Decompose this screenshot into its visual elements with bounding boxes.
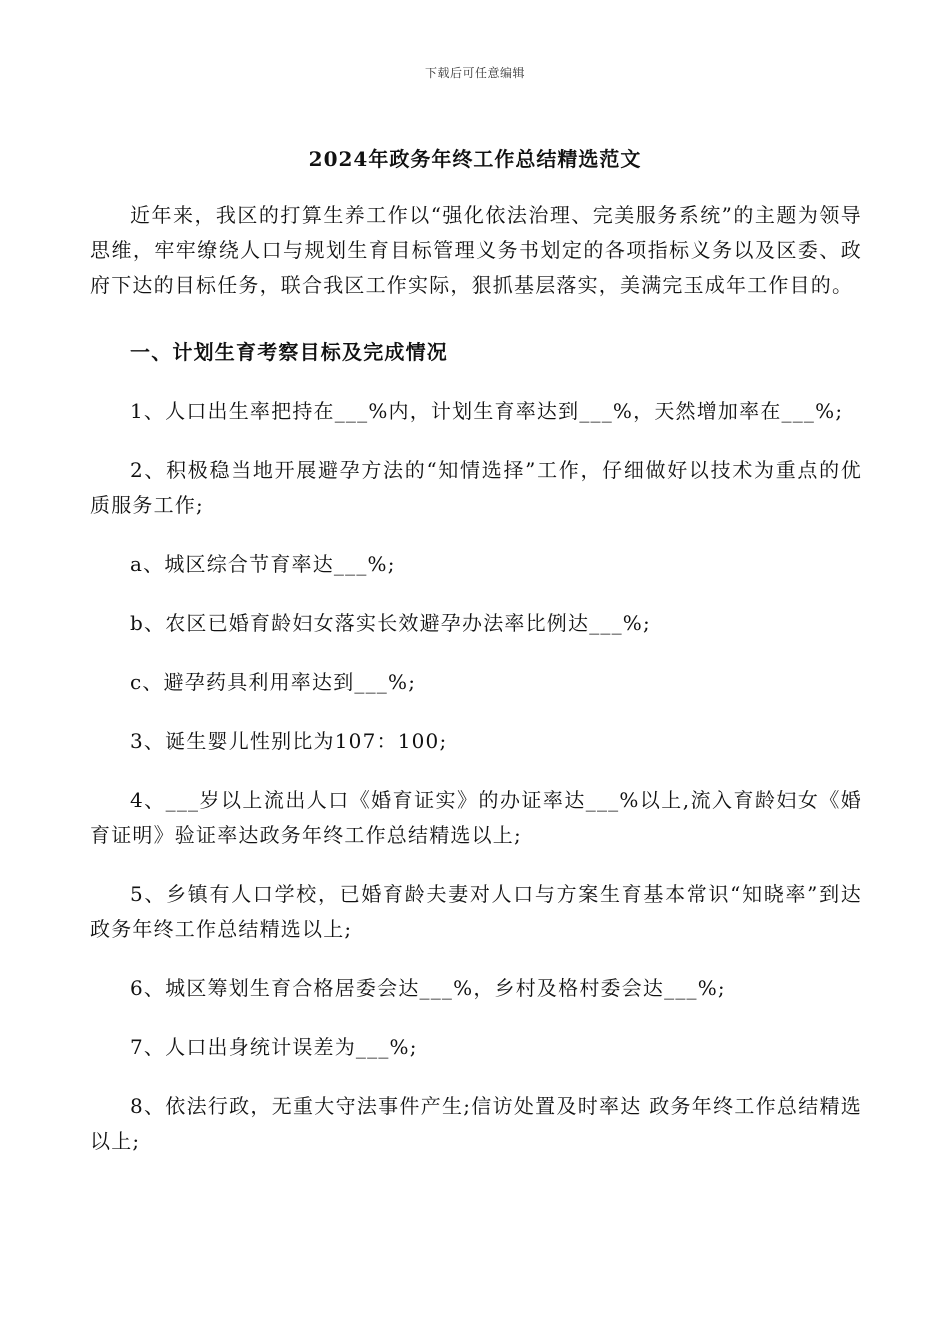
- section-heading: 一、计划生育考察目标及完成情况: [130, 340, 448, 364]
- list-item-7: 7、人口出身统计误差为___%;: [130, 1035, 418, 1059]
- list-item-2a: a、城区综合节育率达___%;: [130, 552, 396, 576]
- list-item-5: 5、乡镇有人口学校，已婚育龄夫妻对人口与方案生育基本常识“知晓率”到达政务年终工作总结精选以上;: [90, 882, 862, 941]
- list-item-2: 2、积极稳当地开展避孕方法的“知情选择”工作，仔细做好以技术为重点的优质服务工作;: [90, 458, 862, 517]
- intro-paragraph: 近年来，我区的打算生养工作以“强化依法治理、完美服务系统”的主题为领导思维，牢牢缭绕人口与规划生育目标管理义务书划定的各项指标义务以及区委、政府下达的目标任务，联合我区工作实际，狠抓基层落实，美满完玉成年工作目的。: [90, 203, 862, 297]
- list-item-4: 4、___岁以上流出人口《婚育证实》的办证率达___%以上,流入育龄妇女《婚育证明》验证率达政务年终工作总结精选以上;: [90, 788, 862, 847]
- list-item-2b: b、农区已婚育龄妇女落实长效避孕办法率比例达___%;: [130, 611, 651, 635]
- document-title: 2024年政务年终工作总结精选范文: [308, 147, 642, 171]
- header-note: 下载后可任意编辑: [424, 66, 525, 80]
- list-item-1: 1、人口出生率把持在___%内，计划生育率达到___%，天然增加率在___%;: [130, 399, 844, 423]
- list-item-2c: c、避孕药具利用率达到___%;: [130, 670, 417, 694]
- list-item-3: 3、诞生婴儿性别比为107：100;: [130, 729, 448, 753]
- list-item-8: 8、依法行政，无重大守法事件产生;信访处置及时率达 政务年终工作总结精选 以上;: [90, 1094, 862, 1153]
- document-body: [90, 198, 862, 1159]
- list-item-6: 6、城区筹划生育合格居委会达___%，乡村及格村委会达___%;: [130, 976, 726, 1000]
